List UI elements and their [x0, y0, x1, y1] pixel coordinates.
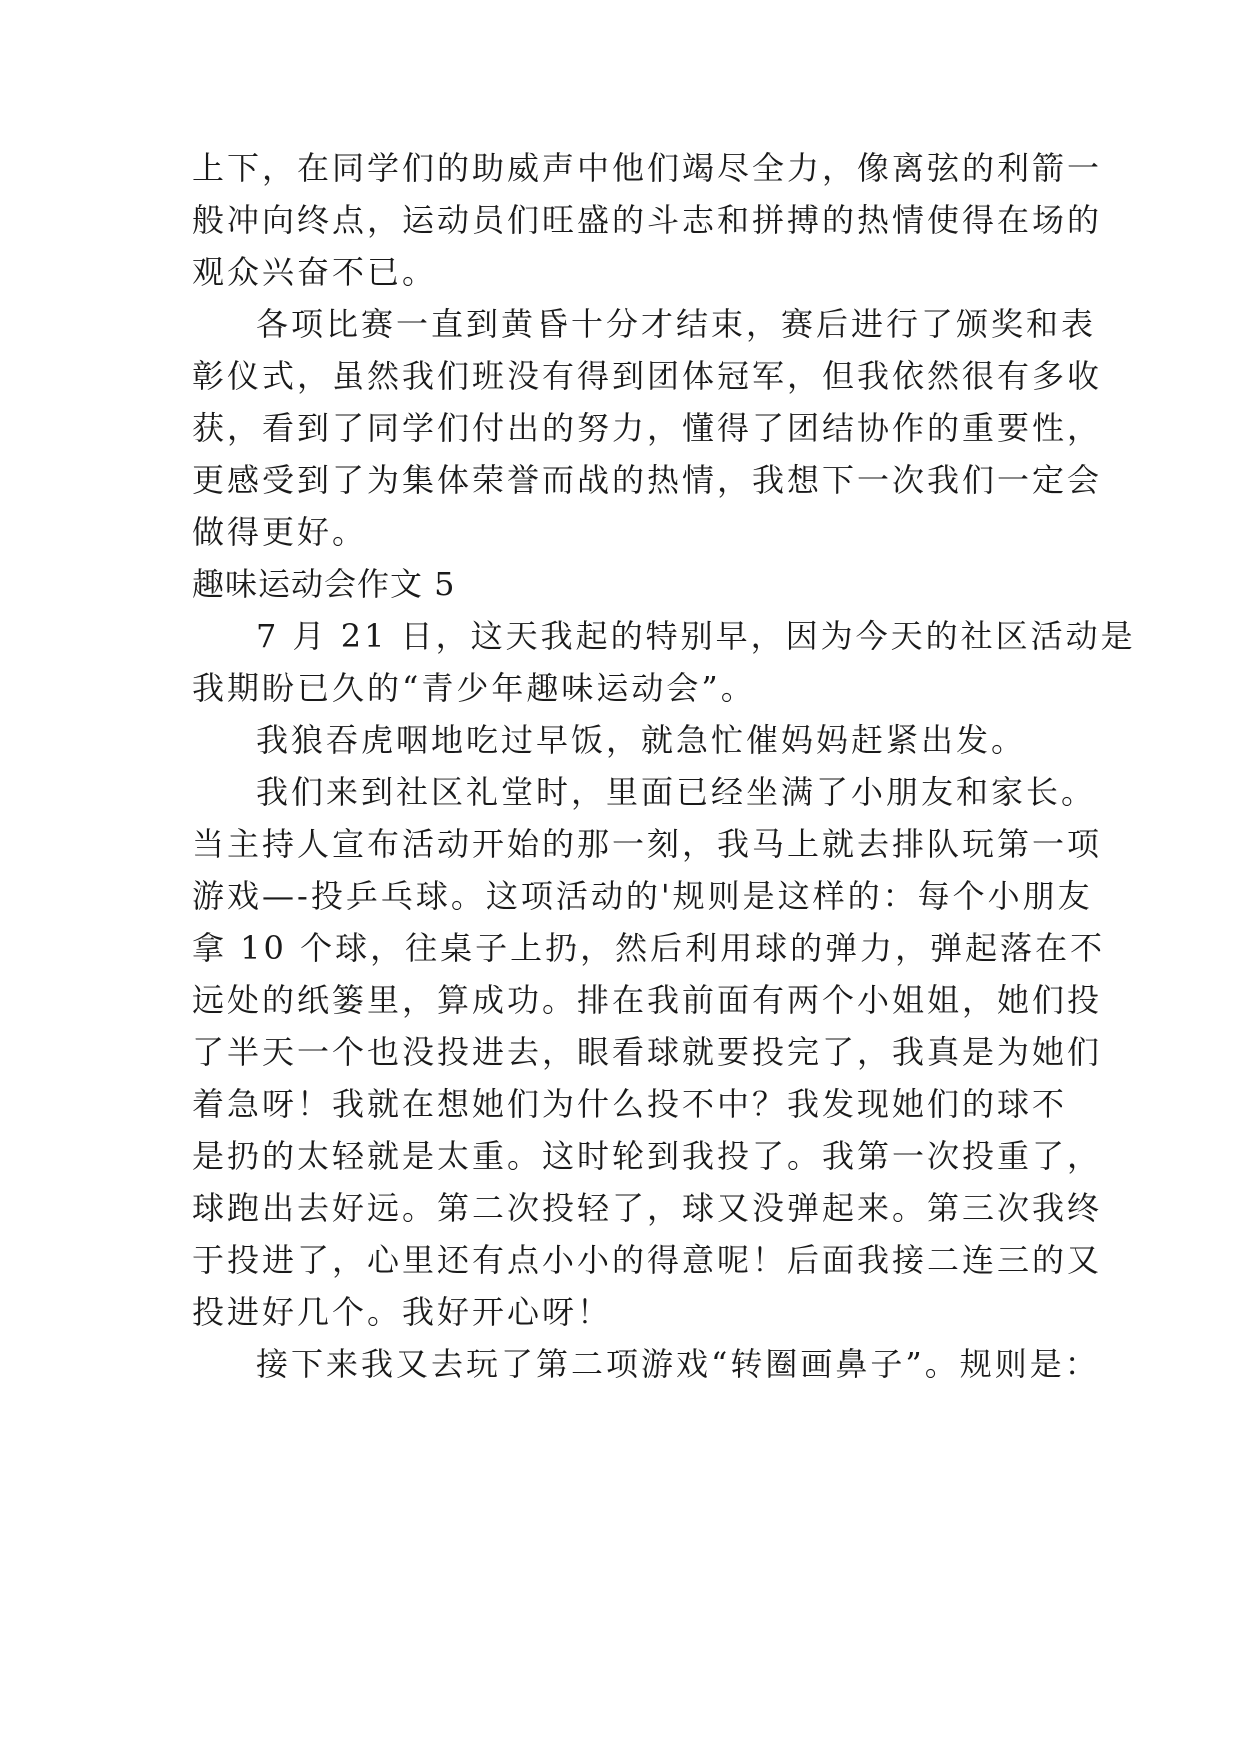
section-heading: 趣味运动会作文 5	[192, 565, 456, 603]
paragraph-first-line: 接下来我又去玩了第二项游戏“转圈画鼻子”。规则是：	[256, 1345, 1100, 1383]
text-line: 了半天一个也没投进去，眼看球就要投完了，我真是为她们	[192, 1033, 1103, 1071]
paragraph-first-line: 7 月 21 日，这天我起的特别早，因为今天的社区活动是	[256, 617, 1136, 655]
paragraph-first-line: 我们来到社区礼堂时，里面已经坐满了小朋友和家长。	[256, 773, 1097, 811]
text-line: 更感受到了为集体荣誉而战的热情，我想下一次我们一定会	[192, 461, 1103, 499]
text-line: 做得更好。	[192, 513, 368, 551]
text-line: 游戏—-投乒乓球。这项活动的'规则是这样的：每个小朋友	[192, 877, 1093, 915]
text-line: 是扔的太轻就是太重。这时轮到我投了。我第一次投重了，	[192, 1137, 1103, 1175]
paragraph-first-line: 各项比赛一直到黄昏十分才结束，赛后进行了颁奖和表	[256, 305, 1097, 343]
text-line: 彰仪式，虽然我们班没有得到团体冠军，但我依然很有多收	[192, 357, 1103, 395]
paragraph-first-line: 我狼吞虎咽地吃过早饭，就急忙催妈妈赶紧出发。	[256, 721, 1027, 759]
text-line: 般冲向终点，运动员们旺盛的斗志和拼搏的热情使得在场的	[192, 201, 1103, 239]
text-line: 当主持人宣布活动开始的那一刻，我马上就去排队玩第一项	[192, 825, 1103, 863]
text-line: 观众兴奋不已。	[192, 253, 438, 291]
text-line: 球跑出去好远。第二次投轻了，球又没弹起来。第三次我终	[192, 1189, 1103, 1227]
text-line: 于投进了，心里还有点小小的得意呢！后面我接二连三的又	[192, 1241, 1103, 1279]
text-line: 投进好几个。我好开心呀！	[192, 1293, 613, 1331]
text-line: 着急呀！我就在想她们为什么投不中？我发现她们的球不	[192, 1085, 1068, 1123]
text-line: 获，看到了同学们付出的努力，懂得了团结协作的重要性，	[192, 409, 1103, 447]
text-line: 远处的纸篓里，算成功。排在我前面有两个小姐姐，她们投	[192, 981, 1103, 1019]
text-line: 拿 10 个球，往桌子上扔，然后利用球的弹力，弹起落在不	[192, 929, 1106, 967]
text-line: 我期盼已久的“青少年趣味运动会”。	[192, 669, 756, 707]
text-line: 上下，在同学们的助威声中他们竭尽全力，像离弦的利箭一	[192, 149, 1103, 187]
